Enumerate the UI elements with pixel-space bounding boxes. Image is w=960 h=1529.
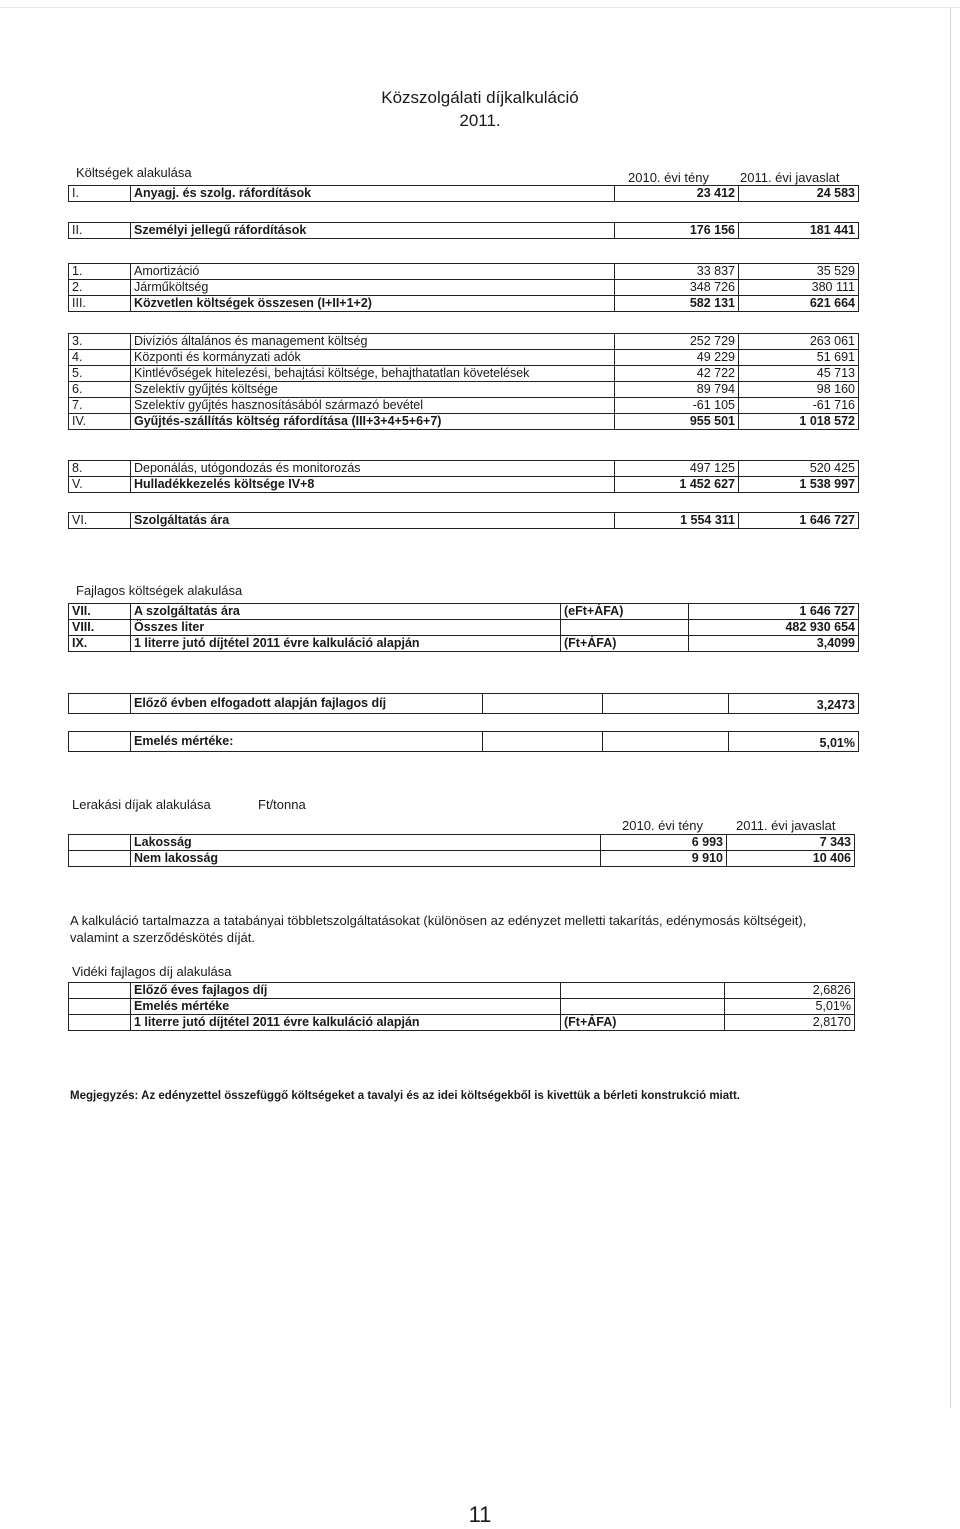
prev-rate-label: Előző évben elfogadott alapján fajlagos díj (131, 694, 483, 714)
row-number: 2. (69, 280, 131, 296)
row-label: Anyagj. és szolg. ráfordítások (131, 186, 615, 202)
row-value: 2,6826 (725, 983, 855, 999)
page-number: 11 (468, 1502, 492, 1527)
costs-row (69, 223, 859, 239)
row-blank (69, 983, 131, 999)
row-unit (561, 999, 725, 1015)
rural-table (68, 982, 855, 1031)
value-2011: 35 529 (739, 264, 859, 280)
row-unit: (eFt+ÁFA) (561, 604, 689, 620)
value-2010: 348 726 (615, 280, 739, 296)
row-label: Emelés mértéke (131, 999, 561, 1015)
row-unit: (Ft+ÁFA) (561, 636, 689, 652)
value-2010: 89 794 (615, 382, 739, 398)
row-value: 482 930 654 (689, 620, 859, 636)
specific-row (69, 604, 859, 620)
row-value: 5,01% (725, 999, 855, 1015)
rural-row (69, 1015, 855, 1031)
row-number: IV. (69, 414, 131, 430)
specific-row (69, 620, 859, 636)
costs-group (68, 460, 859, 493)
scan-edge-right (950, 8, 951, 1408)
row-number: III. (69, 296, 131, 312)
row-label: Szolgáltatás ára (131, 513, 615, 529)
row-unit: (Ft+ÁFA) (561, 1015, 725, 1031)
prev-rate-table (68, 693, 859, 714)
costs-group (68, 333, 859, 430)
value-2011: 10 406 (727, 851, 855, 867)
landfill-col1-header: 2010. évi tény (622, 818, 703, 833)
value-2010: 497 125 (615, 461, 739, 477)
landfill-row (69, 851, 855, 867)
value-2011: 181 441 (739, 223, 859, 239)
costs-row (69, 382, 859, 398)
value-2011: 45 713 (739, 366, 859, 382)
row-label: Amortizáció (131, 264, 615, 280)
row-number: VIII. (69, 620, 131, 636)
value-2010: 955 501 (615, 414, 739, 430)
costs-row (69, 350, 859, 366)
costs-row (69, 461, 859, 477)
costs-row (69, 186, 859, 202)
row-number: IX. (69, 636, 131, 652)
row-unit (561, 620, 689, 636)
row-number: VI. (69, 513, 131, 529)
landfill-heading: Lerakási díjak alakulása (72, 797, 211, 812)
row-value: 3,4099 (689, 636, 859, 652)
row-number: V. (69, 477, 131, 493)
costs-row (69, 280, 859, 296)
costs-heading: Költségek alakulása (76, 165, 192, 180)
value-2010: 252 729 (615, 334, 739, 350)
row-value: 1 646 727 (689, 604, 859, 620)
row-label: Nem lakosság (131, 851, 601, 867)
row-number: 7. (69, 398, 131, 414)
landfill-col2-header: 2011. évi javaslat (736, 818, 836, 833)
row-label: Központi és kormányzati adók (131, 350, 615, 366)
costs-col2-header: 2011. évi javaslat (740, 170, 840, 185)
costs-col1-header: 2010. évi tény (628, 170, 709, 185)
row-blank (69, 851, 131, 867)
value-2010: 42 722 (615, 366, 739, 382)
row-label: 1 literre jutó díjtétel 2011 évre kalkuláció alapján (131, 1015, 561, 1031)
row-label: Deponálás, utógondozás és monitorozás (131, 461, 615, 477)
value-2010: 23 412 (615, 186, 739, 202)
value-2011: 520 425 (739, 461, 859, 477)
value-2011: 1 646 727 (739, 513, 859, 529)
value-2010: 1 452 627 (615, 477, 739, 493)
costs-row (69, 398, 859, 414)
document-title: Közszolgálati díjkalkuláció (381, 88, 579, 107)
row-label: Összes liter (131, 620, 561, 636)
value-2011: -61 716 (739, 398, 859, 414)
specific-row (69, 636, 859, 652)
value-2011: 621 664 (739, 296, 859, 312)
scan-edge-top (0, 7, 960, 8)
row-label: Kintlévőségek hitelezési, behajtási költsége, behajthatatlan követelések (131, 366, 615, 382)
row-number: VII. (69, 604, 131, 620)
row-label: Előző éves fajlagos díj (131, 983, 561, 999)
rise-label: Emelés mértéke: (131, 732, 483, 752)
costs-group (68, 222, 859, 239)
row-label: Gyűjtés-szállítás költség ráfordítása (III+3+4+5+6+7) (131, 414, 615, 430)
row-number: 1. (69, 264, 131, 280)
rise-table (68, 731, 859, 752)
landfill-unit: Ft/tonna (258, 797, 306, 812)
value-2010: 33 837 (615, 264, 739, 280)
row-label: Közvetlen költségek összesen (I+II+1+2) (131, 296, 615, 312)
costs-row (69, 414, 859, 430)
value-2011: 24 583 (739, 186, 859, 202)
row-label: 1 literre jutó díjtétel 2011 évre kalkuláció alapján (131, 636, 561, 652)
value-2010: 582 131 (615, 296, 739, 312)
row-number: II. (69, 223, 131, 239)
calculation-note: A kalkuláció tartalmazza a tatabányai többletszolgáltatásokat (különösen az edényzet melletti takarítás, edénymosás költségeit), valamint a szerződéskötés díját. (70, 913, 807, 945)
footnote: Megjegyzés: Az edényzettel összefüggő költségeket a tavalyi és az idei költségekből is kivettük a bérleti konstrukció miatt. (70, 1090, 740, 1102)
row-label: Hulladékkezelés költsége IV+8 (131, 477, 615, 493)
value-2010: 176 156 (615, 223, 739, 239)
row-blank (69, 1015, 131, 1031)
value-2011: 1 538 997 (739, 477, 859, 493)
landfill-table (68, 834, 855, 867)
costs-row (69, 513, 859, 529)
row-number: I. (69, 186, 131, 202)
row-label: A szolgáltatás ára (131, 604, 561, 620)
costs-group (68, 512, 859, 529)
costs-row (69, 296, 859, 312)
costs-row (69, 334, 859, 350)
value-2010: -61 105 (615, 398, 739, 414)
costs-row (69, 366, 859, 382)
row-number: 4. (69, 350, 131, 366)
value-2011: 380 111 (739, 280, 859, 296)
row-label: Személyi jellegű ráfordítások (131, 223, 615, 239)
document-year: 2011. (459, 111, 501, 130)
costs-row (69, 264, 859, 280)
value-2011: 7 343 (727, 835, 855, 851)
row-label: Szelektív gyűjtés hasznosításából származó bevétel (131, 398, 615, 414)
row-label: Divíziós általános és management költség (131, 334, 615, 350)
value-2010: 1 554 311 (615, 513, 739, 529)
value-2010: 49 229 (615, 350, 739, 366)
rural-row (69, 983, 855, 999)
costs-group (68, 263, 859, 312)
row-label: Járműköltség (131, 280, 615, 296)
value-2011: 98 160 (739, 382, 859, 398)
value-2011: 1 018 572 (739, 414, 859, 430)
rural-row (69, 999, 855, 1015)
row-value: 2,8170 (725, 1015, 855, 1031)
specific-table (68, 603, 859, 652)
row-label: Lakosság (131, 835, 601, 851)
costs-row (69, 477, 859, 493)
rural-heading: Vidéki fajlagos díj alakulása (72, 964, 232, 979)
row-blank (69, 999, 131, 1015)
row-number: 3. (69, 334, 131, 350)
costs-group (68, 185, 859, 202)
row-number: 8. (69, 461, 131, 477)
value-2011: 51 691 (739, 350, 859, 366)
landfill-row (69, 835, 855, 851)
rise-value: 5,01% (729, 732, 859, 752)
value-2011: 263 061 (739, 334, 859, 350)
row-blank (69, 835, 131, 851)
specific-heading: Fajlagos költségek alakulása (76, 583, 243, 598)
prev-rate-value: 3,2473 (729, 694, 859, 714)
row-number: 6. (69, 382, 131, 398)
row-label: Szelektív gyűjtés költsége (131, 382, 615, 398)
value-2010: 6 993 (601, 835, 727, 851)
row-unit (561, 983, 725, 999)
value-2010: 9 910 (601, 851, 727, 867)
row-number: 5. (69, 366, 131, 382)
